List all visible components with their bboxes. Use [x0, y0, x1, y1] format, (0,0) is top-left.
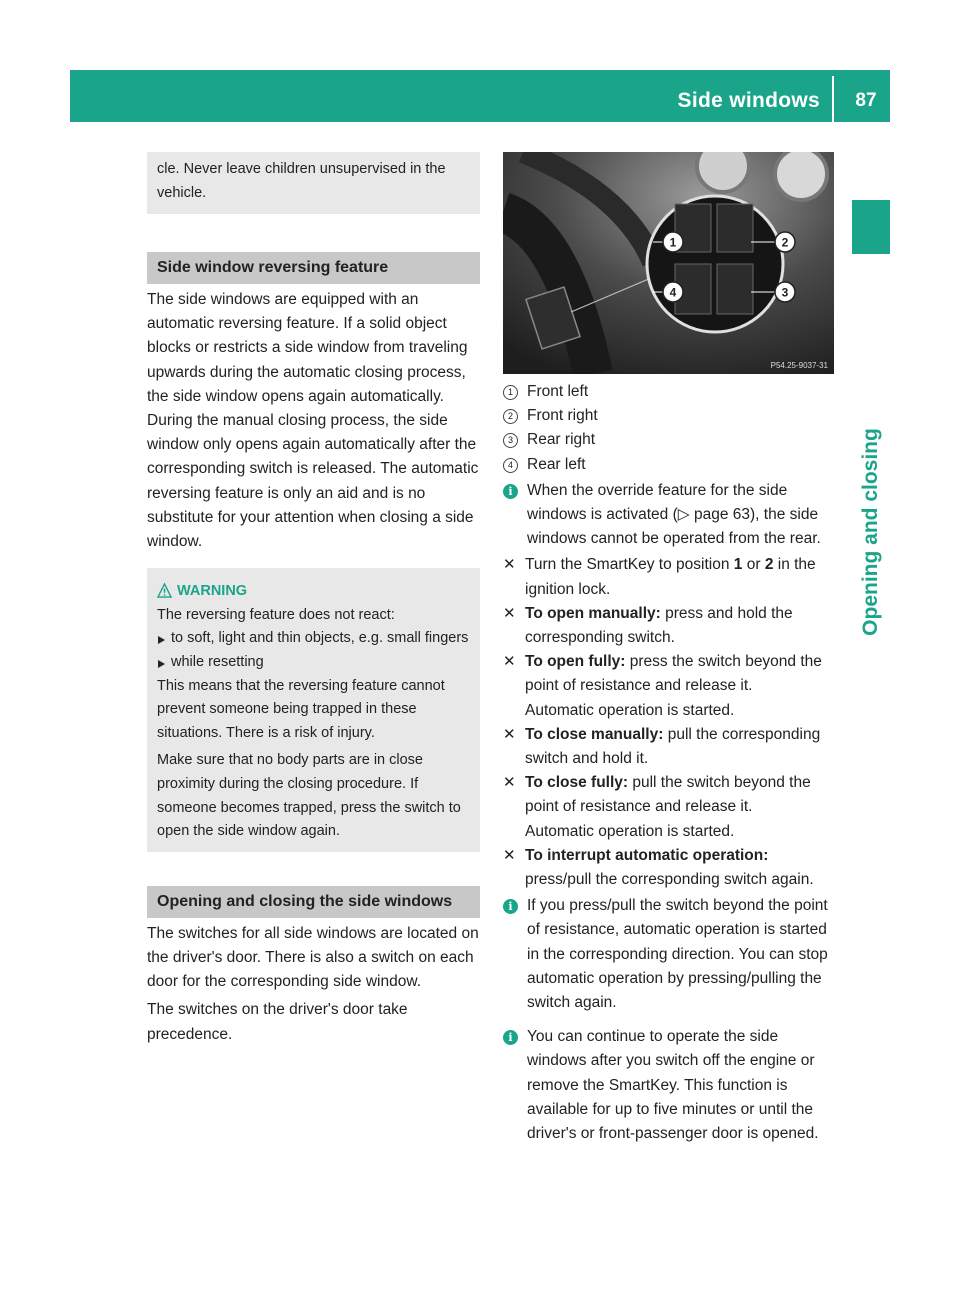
step-arrow-icon: ✕	[503, 604, 516, 622]
intro-box: cle. Never leave children unsupervised in the vehicle.	[147, 152, 480, 214]
legend-item: 2 Front right	[503, 404, 834, 428]
left-column	[147, 152, 480, 1047]
number-icon: 4	[503, 458, 518, 473]
step-arrow-icon: ✕	[503, 653, 516, 671]
step-arrow-icon: ✕	[503, 556, 516, 574]
instruction-step: ✕ To open fully: press the switch beyond the point of resistance and release it. Automatic operation is started.	[503, 650, 834, 723]
callout-3	[775, 282, 795, 302]
window-switch-photo	[503, 152, 834, 374]
info-note: i If you press/pull the switch beyond the point of resistance, automatic operation is started in the corresponding direction. You can stop automatic operation by pressing/pulling the switch again.	[503, 894, 834, 1015]
instruction-step: ✕ Turn the SmartKey to position 1 or 2 in the ignition lock.	[503, 553, 834, 601]
photo-code: P54.25-9037-31	[770, 361, 828, 370]
warning-text: This means that the reversing feature cannot prevent someone being trapped in these situations. There is a risk of injury.	[157, 677, 445, 741]
svg-text:4: 4	[669, 285, 677, 300]
section-body: The switches on the driver's door take precedence.	[147, 1001, 408, 1043]
number-icon: 1	[503, 385, 518, 400]
step-arrow-icon: ✕	[503, 846, 516, 864]
instruction-step: ✕ To interrupt automatic operation: press/pull the corresponding switch again.	[503, 844, 834, 892]
warning-box	[147, 568, 480, 852]
page-number: 87	[855, 90, 877, 111]
info-icon: i	[503, 899, 518, 914]
warning-lead: The reversing feature does not react:	[157, 606, 395, 623]
warning-title: WARNING	[177, 583, 248, 600]
instruction-step: ✕ To open manually: press and hold the corresponding switch.	[503, 602, 834, 650]
legend-item: 3 Rear right	[503, 428, 834, 452]
warning-text: Make sure that no body parts are in close proximity during the closing procedure. If someone becomes trapped, press the switch to open the side window again.	[157, 752, 461, 840]
info-note: i When the override feature for the side windows is activated (▷ page 63), the side windows cannot be operated from the rear.	[503, 479, 834, 552]
number-icon: 3	[503, 433, 518, 448]
section-body: The side windows are equipped with an automatic reversing feature. If a solid object blocks or restricts a side window from traveling upwards during the automatic closing process, the side window opens again automatically. During the manual closing process, the side window only opens again automatically after the corresponding switch is released. The automatic reversing feature is only an aid and is no substitute for your attention when closing a side window.	[147, 291, 479, 551]
callout-4	[663, 282, 683, 302]
number-icon: 2	[503, 409, 518, 424]
right-column	[503, 152, 834, 1146]
warning-bullet: while resetting	[157, 651, 470, 675]
legend-item: 1 Front left	[503, 380, 834, 404]
chapter-tab	[852, 200, 890, 254]
svg-text:3: 3	[781, 285, 789, 300]
callout-1	[663, 232, 683, 252]
callout-2	[775, 232, 795, 252]
step-arrow-icon: ✕	[503, 774, 516, 792]
info-note: i You can continue to operate the side windows after you switch off the engine or remove the SmartKey. This function is available for up to five minutes or until the driver's or front-passenger door is opened.	[503, 1025, 834, 1146]
svg-text:2: 2	[781, 235, 789, 250]
section-heading: Side window reversing feature	[147, 252, 480, 284]
instruction-step: ✕ To close manually: pull the corresponding switch and hold it.	[503, 723, 834, 771]
section-heading: Opening and closing the side windows	[147, 886, 480, 918]
page-header	[70, 70, 890, 122]
warning-bullet: to soft, light and thin objects, e.g. small fingers	[157, 627, 470, 651]
warning-icon	[157, 583, 172, 598]
page-title: Side windows	[677, 89, 820, 112]
step-arrow-icon: ✕	[503, 725, 516, 743]
section-body: The switches for all side windows are located on the driver's door. There is also a switch on each door for the corresponding side window.	[147, 924, 479, 991]
header-divider	[832, 76, 834, 122]
legend-item: 4 Rear left	[503, 453, 834, 477]
info-icon: i	[503, 484, 518, 499]
info-icon: i	[503, 1030, 518, 1045]
svg-text:1: 1	[669, 235, 677, 250]
instruction-step: ✕ To close fully: pull the switch beyond the point of resistance and release it. Automatic operation is started.	[503, 771, 834, 844]
